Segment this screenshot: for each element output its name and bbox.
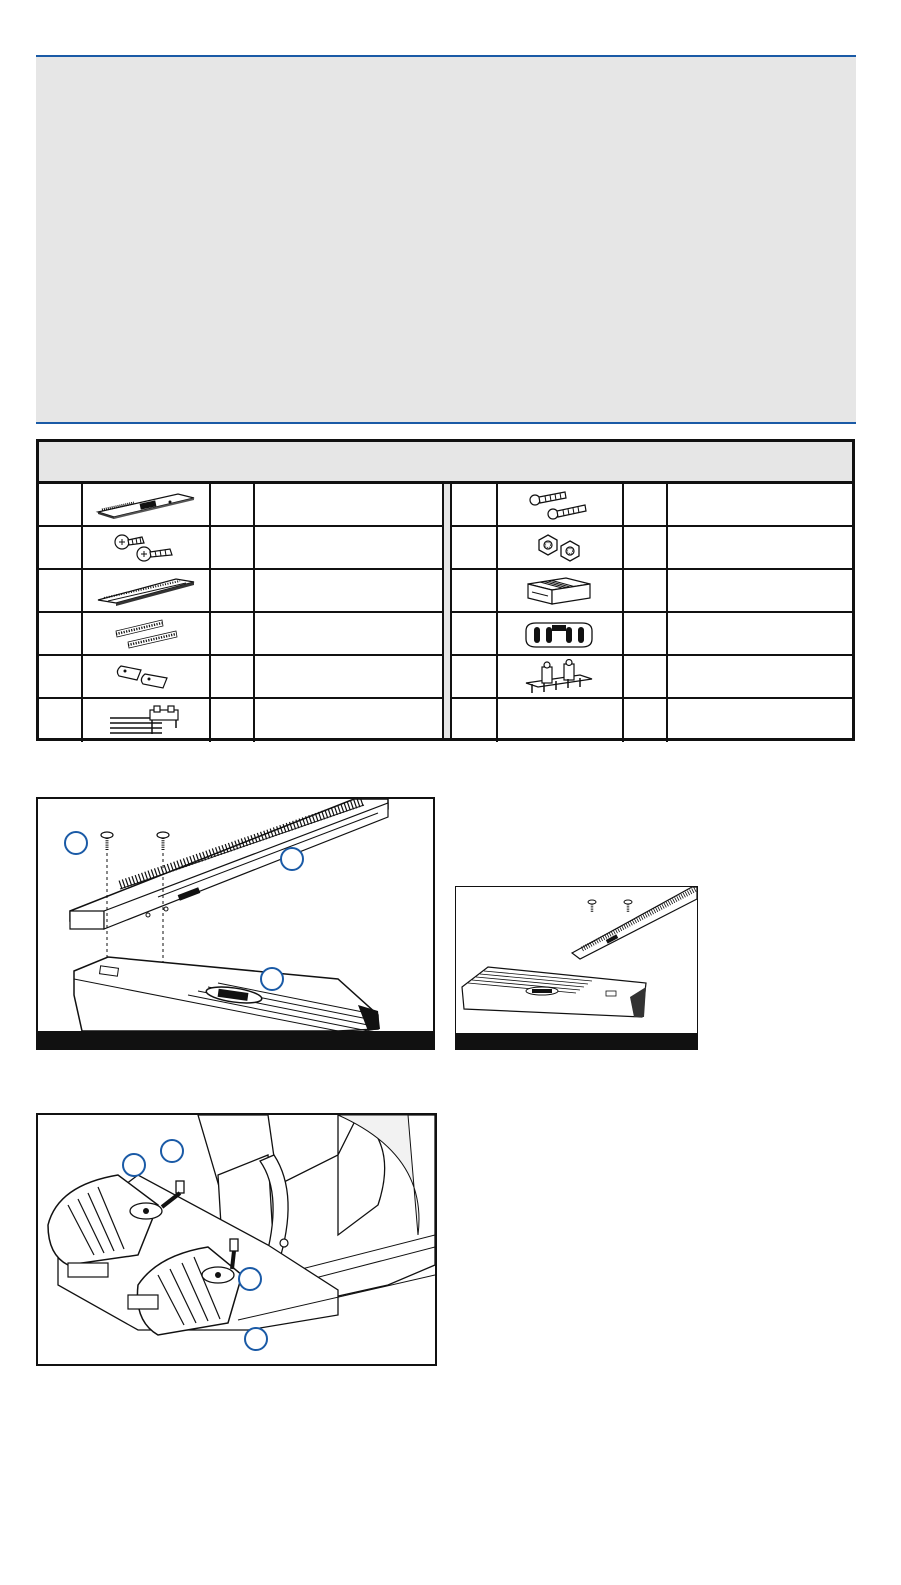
parts-row: [39, 699, 442, 742]
base-plate-part-icon: [83, 484, 211, 525]
parts-row: [39, 613, 442, 656]
part-key: [39, 570, 83, 611]
part-qty: [624, 699, 668, 742]
coil-spring-pair-icon: [83, 613, 211, 654]
parts-table-divider: [442, 484, 452, 738]
parts-row: [452, 656, 852, 699]
figure-caption-bar: [38, 1031, 433, 1048]
parts-row: [39, 656, 442, 699]
part-description: [668, 613, 852, 654]
figure-callout: [160, 1139, 184, 1163]
parts-row: [452, 699, 852, 742]
parts-table-right: [452, 484, 852, 738]
tool-assembly-icon: [83, 699, 211, 742]
part-qty: [624, 484, 668, 525]
figure-callout: [64, 831, 88, 855]
part-qty: [211, 656, 255, 697]
part-key: [39, 613, 83, 654]
part-qty: [211, 484, 255, 525]
part-image-empty: [498, 699, 624, 742]
parts-table: [36, 439, 855, 741]
part-qty: [211, 699, 255, 742]
part-qty: [211, 527, 255, 568]
part-key: [39, 656, 83, 697]
alternate-view-illustration: [456, 887, 697, 1033]
part-key: [452, 699, 498, 742]
part-key: [452, 570, 498, 611]
part-description: [255, 484, 442, 525]
part-description: [255, 699, 442, 742]
part-key: [452, 613, 498, 654]
part-key: [39, 527, 83, 568]
adapter-block-icon: [498, 570, 624, 611]
part-qty: [624, 570, 668, 611]
part-description: [668, 570, 852, 611]
clip-pair-icon: [83, 656, 211, 697]
part-description: [668, 484, 852, 525]
info-panel: [36, 55, 856, 424]
figure-callout: [122, 1153, 146, 1177]
parts-row: [39, 484, 442, 527]
part-key: [452, 527, 498, 568]
part-description: [255, 656, 442, 697]
part-qty: [211, 570, 255, 611]
screw-pair-icon: [83, 527, 211, 568]
figure-callout: [260, 967, 284, 991]
parts-row: [452, 527, 852, 570]
figure-ruler-to-base: [36, 797, 435, 1050]
clamp-mounting-illustration: [38, 1115, 435, 1364]
figure-clamp-mounting: [36, 1113, 437, 1366]
parts-row: [452, 570, 852, 613]
bracket-stand-icon: [498, 656, 624, 697]
parts-row: [39, 527, 442, 570]
figure-alternate-view: [455, 886, 698, 1050]
bolt-pair-icon: [498, 484, 624, 525]
part-description: [255, 527, 442, 568]
parts-row: [452, 613, 852, 656]
part-key: [452, 656, 498, 697]
part-qty: [624, 656, 668, 697]
part-description: [255, 570, 442, 611]
part-qty: [624, 613, 668, 654]
part-description: [668, 527, 852, 568]
part-key: [39, 484, 83, 525]
figure-caption-bar: [456, 1033, 697, 1049]
part-qty: [211, 613, 255, 654]
part-description: [668, 656, 852, 697]
clamp-block-icon: [498, 613, 624, 654]
hex-nut-pair-icon: [498, 527, 624, 568]
parts-row: [39, 570, 442, 613]
parts-table-header: [39, 442, 852, 484]
part-description: [255, 613, 442, 654]
figure-callout: [238, 1267, 262, 1291]
parts-row: [452, 484, 852, 527]
part-qty: [624, 527, 668, 568]
part-key: [452, 484, 498, 525]
figure-callout: [280, 847, 304, 871]
parts-table-left: [39, 484, 442, 738]
ruler-base-illustration: [38, 799, 433, 1031]
ruler-rail-icon: [83, 570, 211, 611]
part-key: [39, 699, 83, 742]
part-description: [668, 699, 852, 742]
figure-callout: [244, 1327, 268, 1351]
